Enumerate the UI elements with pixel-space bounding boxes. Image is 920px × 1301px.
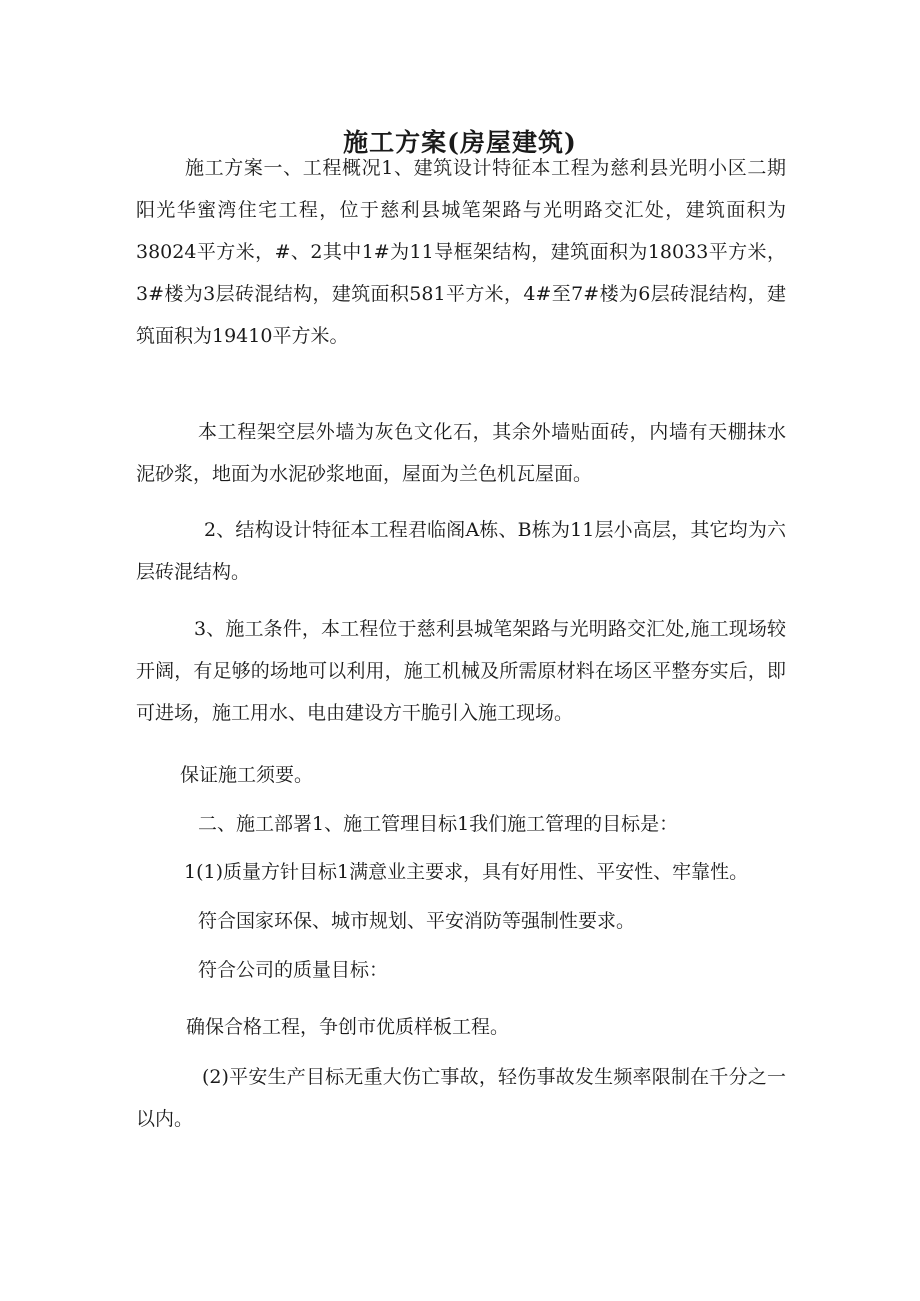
document-title: 施工方案(房屋建筑) xyxy=(343,127,577,157)
paragraph-company-quality-target: 符合公司的质量目标： xyxy=(198,959,389,981)
paragraph-safety-target: (2)平安生产目标无重大伤亡事故，轻伤事故发生频率限制在千分之一以内。 xyxy=(136,1066,786,1130)
paragraph-structure-design: 2、结构设计特征本工程君临阁A栋、B栋为11层小高层，其它均为六层砖混结构。 xyxy=(136,519,786,583)
paragraph-national-requirements: 符合国家环保、城市规划、平安消防等强制性要求。 xyxy=(198,910,636,932)
paragraph-project-overview: 施工方案一、工程概况1、建筑设计特征本工程为慈利县光明小区二期阳光华蜜湾住宅工程，位于慈利县城笔架路与光明路交汇处，建筑面积为38024平方米，#、2其中1#为11导框架结构，建筑面积为18033平方米，3#楼为3层砖混结构，建筑面积581平方米，4#至7#楼为6层砖混结构，建筑面积为19410平方米。 xyxy=(136,157,786,347)
paragraph-exterior-finish: 本工程架空层外墙为灰色文化石，其余外墙贴面砖，内墙有天棚抹水泥砂浆，地面为水泥砂浆地面，屋面为兰色机瓦屋面。 xyxy=(136,421,786,485)
paragraph-deployment-heading: 二、施工部署1、施工管理目标1我们施工管理的目标是： xyxy=(198,813,679,835)
paragraph-acceptance-goal: 确保合格工程，争创市优质样板工程。 xyxy=(186,1016,510,1038)
paragraph-ensure-needs: 保证施工须要。 xyxy=(180,764,314,786)
paragraph-quality-target: 1(1)质量方针目标1满意业主要求，具有好用性、平安性、牢靠性。 xyxy=(184,861,749,883)
paragraph-construction-conditions: 3、施工条件，本工程位于慈利县城笔架路与光明路交汇处,施工现场较开阔，有足够的场地可以利用，施工机械及所需原材料在场区平整夯实后，即可进场，施工用水、电由建设方干脆引入施工现场。 xyxy=(136,618,786,724)
